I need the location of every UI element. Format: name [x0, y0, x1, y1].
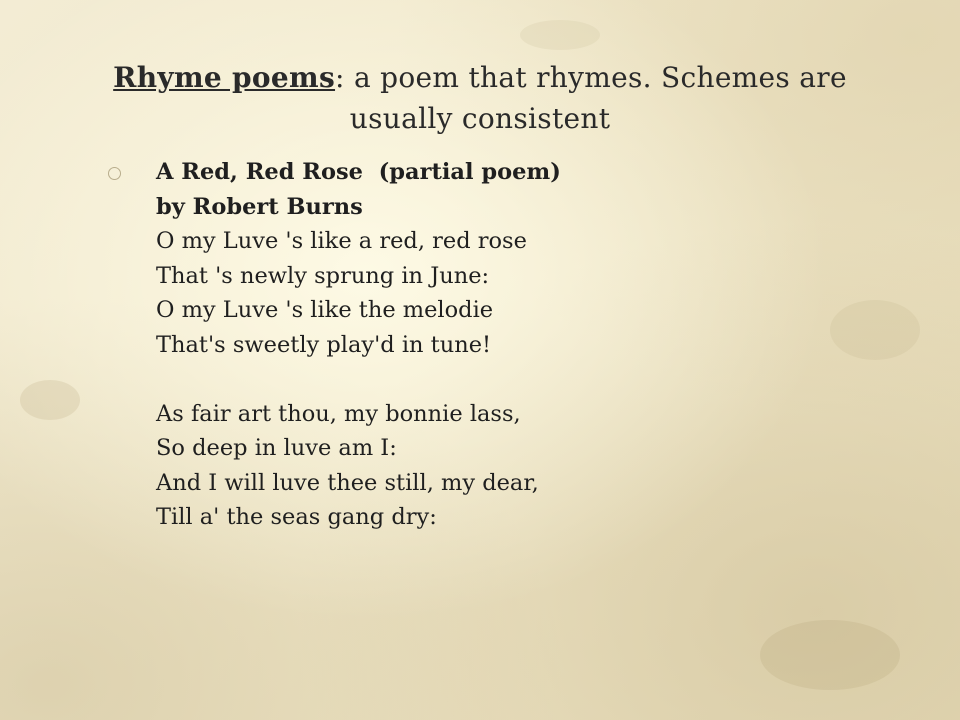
slide-title [60, 58, 900, 139]
poem-line: So deep in luve am I: [156, 435, 397, 461]
poem-block [156, 155, 888, 535]
parchment-stain [20, 380, 80, 420]
poem-line: That's sweetly play'd in tune! [156, 331, 492, 358]
poem-line: And I will luve thee still, my dear, [156, 469, 539, 496]
poem-line: O my Luve 's like a red, red rose [156, 228, 527, 254]
parchment-stain [760, 620, 900, 690]
stanza-break [156, 362, 888, 397]
circle-bullet-icon [108, 167, 121, 180]
poem-byline: by Robert Burns [156, 193, 363, 220]
parchment-stain [520, 20, 600, 50]
title-emphasis: Rhyme poems [113, 61, 336, 94]
poem-heading: A Red, Red Rose (partial poem) [156, 159, 561, 185]
poem-line: O my Luve 's like the melodie [156, 297, 494, 323]
poem-line: Till a' the seas gang dry: [156, 504, 437, 530]
bullet-item [108, 155, 888, 535]
poem-line: That 's newly sprung in June: [156, 262, 490, 289]
poem-line: As fair art thou, my bonnie lass, [156, 400, 521, 427]
title-text: : a poem that rhymes. Schemes are usually consistent [335, 61, 847, 135]
